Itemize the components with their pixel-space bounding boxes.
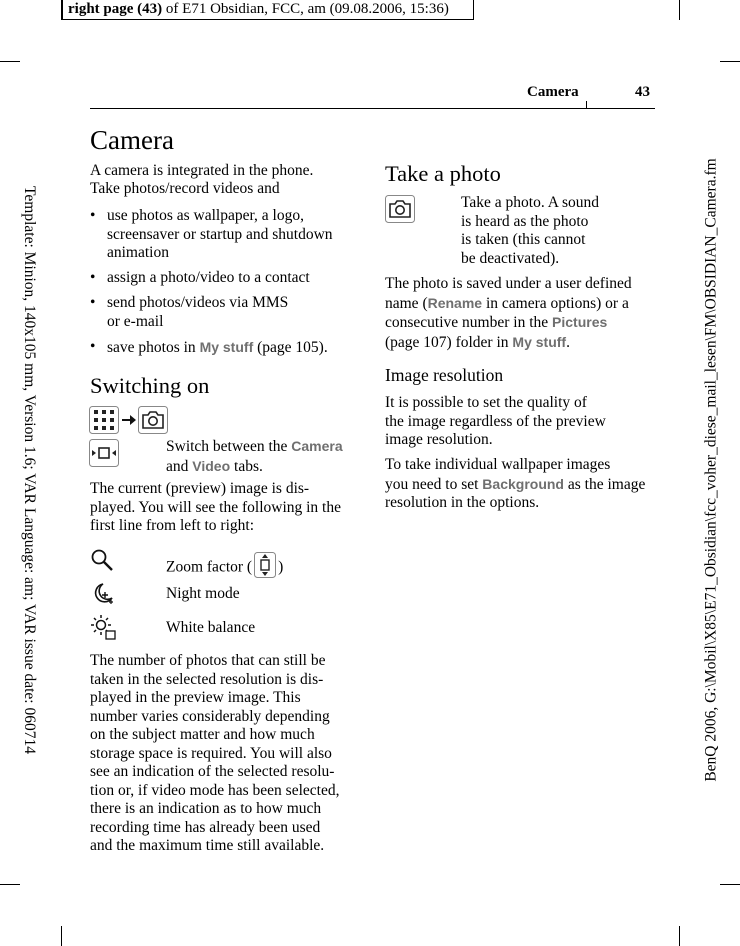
paragraph-line: on the subject matter and how much [90,726,315,743]
zoom-factor-label: Zoom factor ( [166,558,253,576]
paragraph-line: first line from left to right: [90,517,255,534]
list-item-line: animation [107,244,169,261]
wallpaper-paragraph [385,456,645,513]
paragraph-text: in camera options) or a [482,294,629,312]
resolution-paragraph [385,394,606,450]
list-item-line: use photos as wallpaper, a logo, [107,207,304,224]
image-resolution-heading: Image resolution [385,365,504,385]
switching-on-heading: Switching on [90,373,210,398]
photo-count-paragraph [90,652,339,856]
paragraph-line: recording time has already been used [90,818,321,836]
header-rule [90,108,655,109]
crop-mark [720,61,740,62]
list-item-line: screensaver or startup and shutdown [107,225,333,243]
paragraph-line: The photo is saved under a user defined [385,275,632,292]
list-item-line: assign a photo/video to a contact [107,269,310,286]
paragraph-line: The number of photos that can still be [90,652,326,669]
menu-key-icon [89,406,119,434]
switch-text: and [166,457,193,475]
take-photo-desc [461,194,599,268]
switch-tabs-desc [166,437,343,476]
crop-mark [0,61,20,62]
page-number: 43 [635,84,650,100]
list-item [90,269,310,288]
zoom-icon [90,548,116,572]
intro-line: A camera is integrated in the phone. [90,162,314,179]
paragraph-line: the image regardless of the preview [385,412,606,430]
paragraph-line: image resolution. [385,431,493,448]
background-keyword: Background [482,475,564,492]
paragraph-line: storage space is required. You will also [90,744,332,762]
rename-keyword: Rename [427,294,483,311]
navigation-key-icon [89,439,119,467]
zoom-factor-row [166,552,283,584]
paragraph-text: as the image [563,475,646,493]
paragraph-line: number varies considerably depending [90,707,330,725]
night-mode-icon [90,581,116,605]
print-header-page: right page (43) [68,1,163,17]
desc-line: is taken (this cannot [461,231,586,248]
crop-mark [720,884,740,885]
page-title: Camera [90,125,174,155]
paragraph-text: you need to set [385,475,483,493]
list-item [90,338,328,358]
pictures-keyword: Pictures [552,314,608,330]
paragraph-line: tion or, if video mode has been selected, [90,781,340,799]
list-item [90,207,333,263]
paragraph-text: (page 107) folder in [385,333,513,351]
list-item-text: (page 105). [253,339,328,356]
photo-saved-paragraph [385,275,632,352]
paragraph-line: there is an indication as to how much [90,800,322,817]
print-header-info: of E71 Obsidian, FCC, am (09.08.2006, 15:36) [162,1,449,17]
paragraph-line: It is possible to set the quality of [385,394,587,411]
list-item-text: save photos in [107,339,200,356]
camera-key-icon [385,195,415,223]
paragraph-line: To take individual wallpaper images [385,456,611,473]
crop-mark [61,926,62,946]
desc-line: is heard as the photo [461,212,589,230]
camera-icon [138,406,168,434]
desc-line: be deactivated). [461,249,560,267]
paragraph-line: see an indication of the selected resolu- [90,763,335,780]
take-photo-heading: Take a photo [385,161,501,186]
header-rule-notch [586,101,587,108]
paragraph-text: name ( [385,294,428,312]
video-tab-keyword: Video [192,457,231,474]
bullet-dot: • [90,338,96,355]
print-header [62,0,474,20]
arrow-right-icon [121,414,137,426]
side-template-info: Template: Minion, 140x105 mm, Version 1.6; VAR Language: am; VAR issue date: 060714 [21,186,38,754]
list-item-line: send photos/videos via MMS [107,294,289,311]
zoom-factor-close: ) [278,558,284,576]
paragraph-line: resolution in the options. [385,494,540,511]
crop-mark [0,884,20,885]
bullet-dot: • [90,207,96,224]
night-mode-label: Night mode [166,585,240,602]
crop-mark [679,0,680,20]
my-stuff-keyword: My stuff [199,339,254,355]
list-item-line: or e-mail [107,312,164,330]
my-stuff-keyword: My stuff [512,333,567,350]
paragraph-line: The current (preview) image is dis- [90,480,310,497]
desc-line: Take a photo. A sound [461,194,599,211]
paragraph-line: played in the preview image. This [90,689,301,706]
bullet-dot: • [90,269,96,286]
list-item [90,294,289,331]
up-down-key-icon [254,552,276,584]
running-section-title: Camera [527,84,579,100]
side-file-path: BenQ 2006, G:\Mobil\X85\E71_Obsidian\fcc_voher_diese_mail_lesen\FM\OBSIDIAN_Camera.fm [702,158,720,782]
paragraph-text: consecutive number in the [385,314,553,331]
camera-tab-keyword: Camera [291,438,343,454]
paragraph-line: played. You will see the following in the [90,498,341,516]
preview-paragraph [90,480,341,536]
crop-mark [679,926,680,946]
paragraph-text: . [566,333,570,351]
switch-text: tabs. [230,457,263,475]
white-balance-icon [89,614,117,640]
intro-line: Take photos/record videos and [90,180,280,197]
switch-text: Switch between the [166,438,292,455]
white-balance-label: White balance [166,619,256,636]
paragraph-line: taken in the selected resolution is dis- [90,670,324,688]
paragraph-line: and the maximum time still available. [90,837,325,854]
bullet-dot: • [90,294,96,311]
